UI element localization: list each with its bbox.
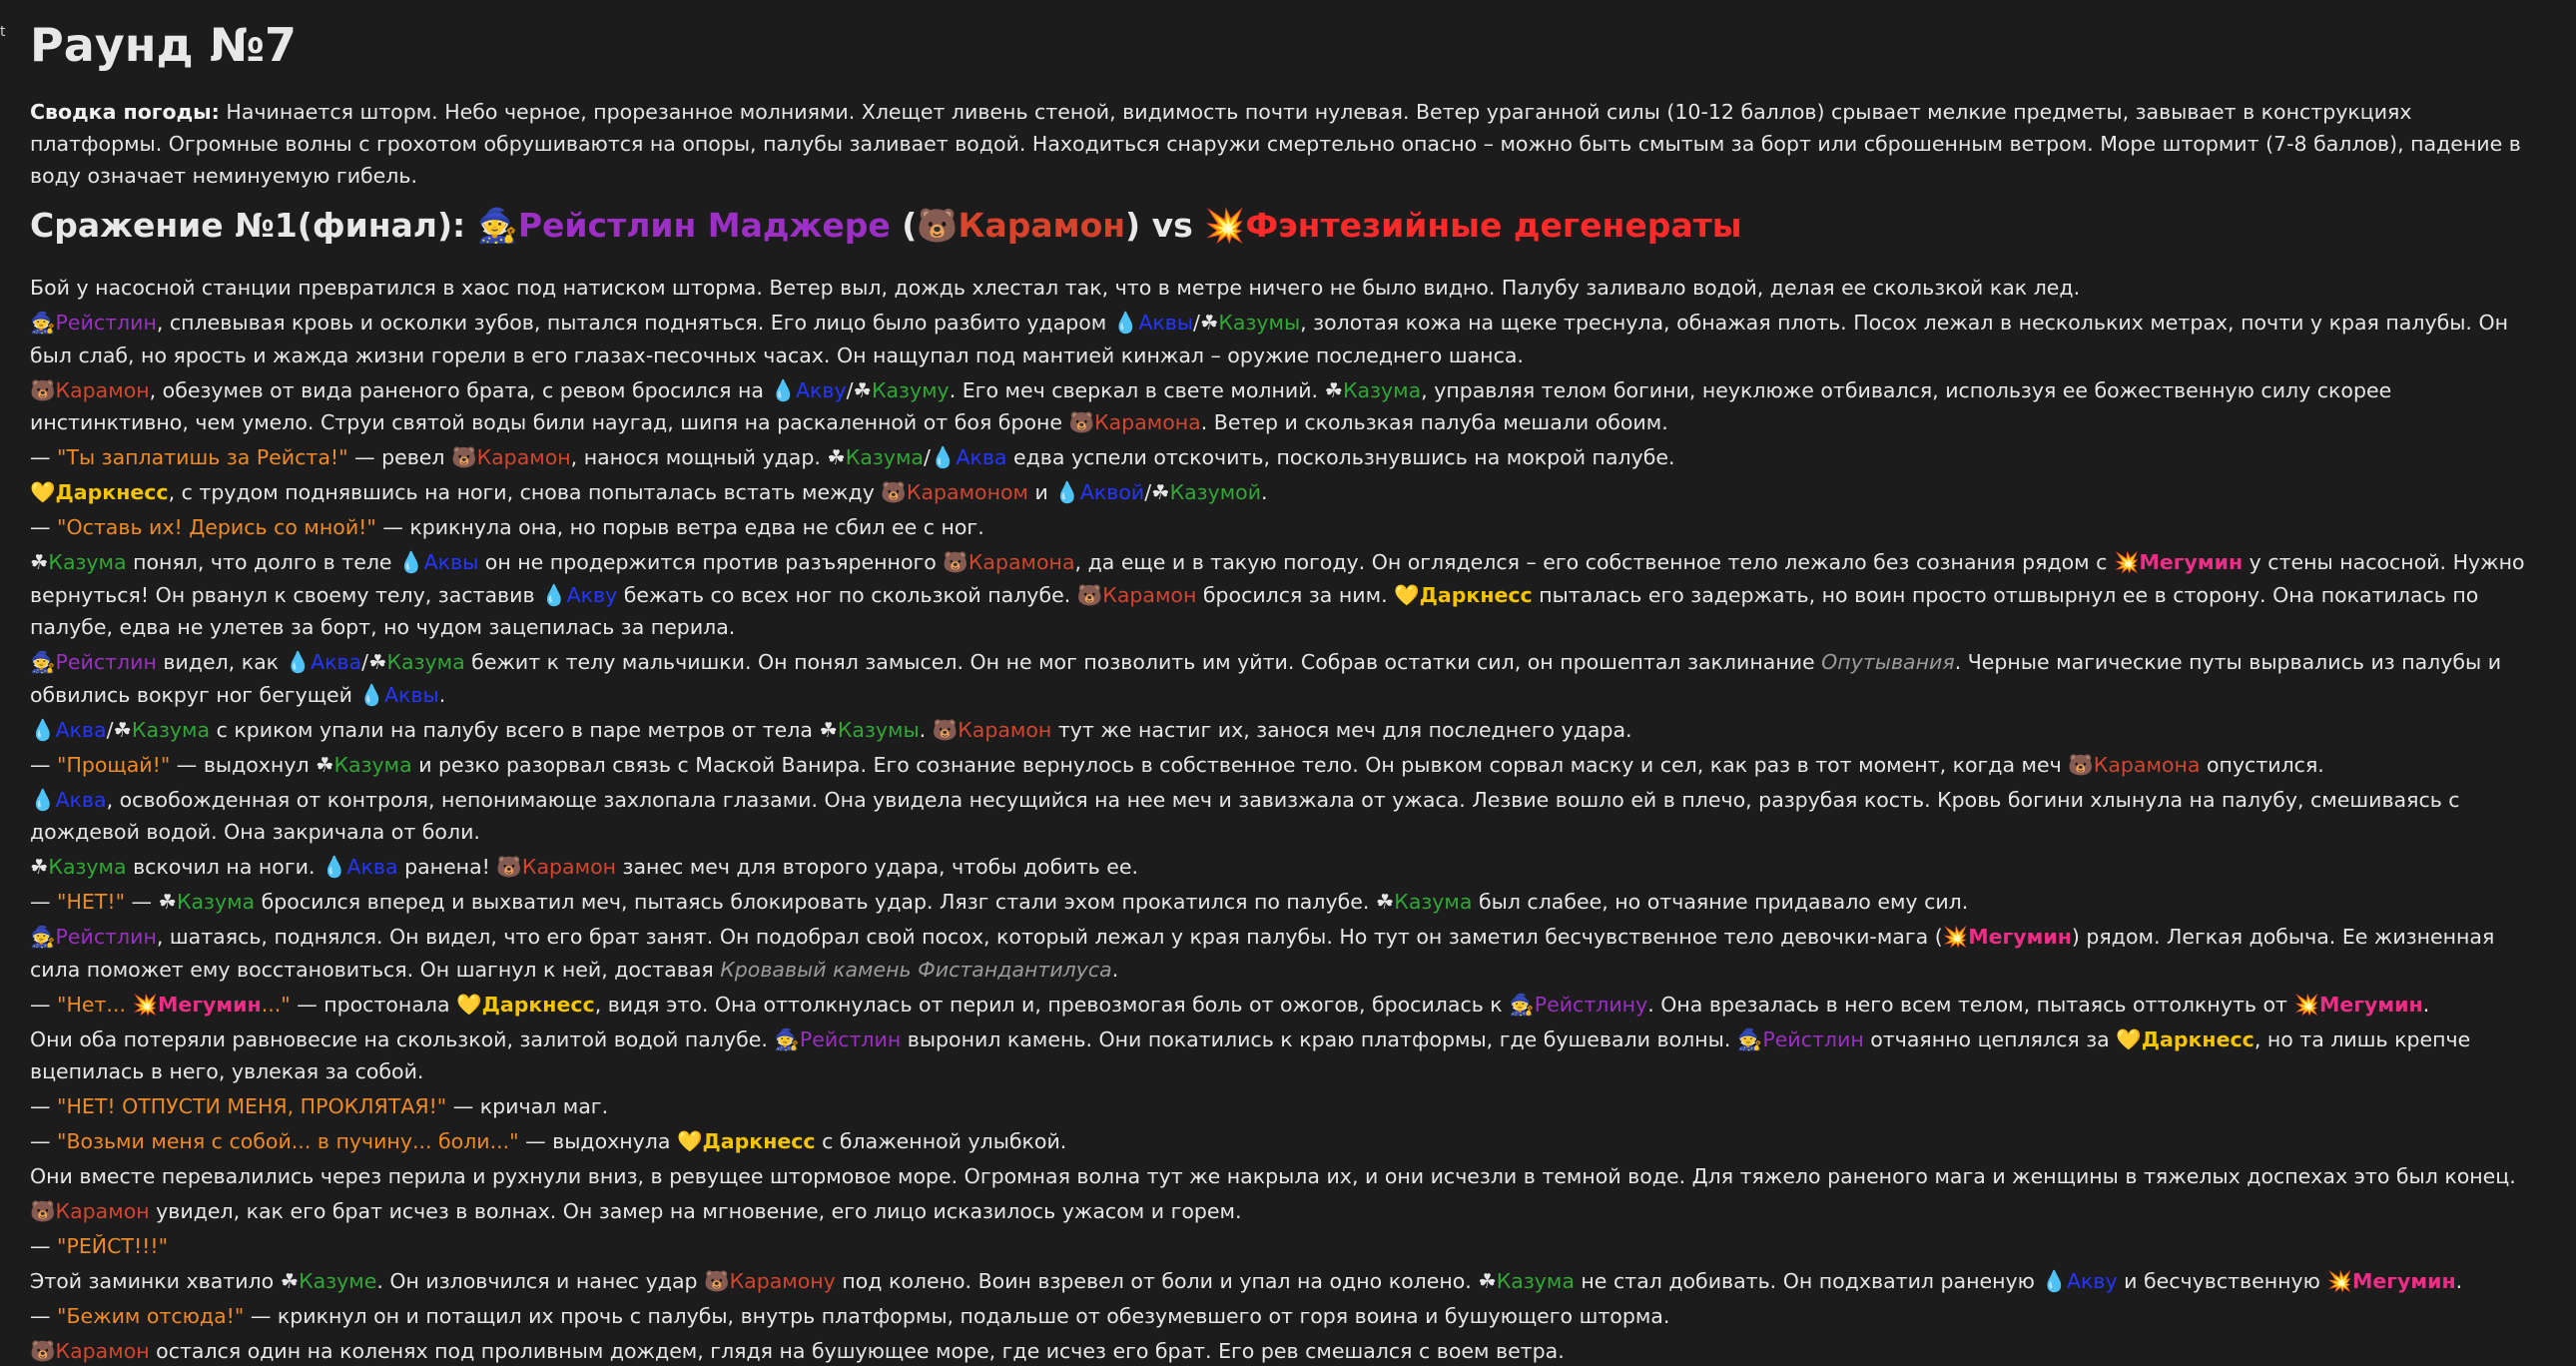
character-name-kazuma: Казума [386,650,465,674]
character-icon: 🐻 [932,717,959,742]
character-name-caramon: Карамона [1094,410,1201,434]
round-title: Раунд №7 [30,18,298,72]
character-icon: ☘ [1375,890,1395,914]
character-icon: ☘ [113,717,132,742]
text-segment: — кричал маг. [446,1094,609,1118]
character-icon: 🐻 [30,377,56,402]
text-segment: , шатаясь, поднялся. Он видел, что его брат занят. Он подобрал свой посох, который лежал у края палубы. Но тут он заметил бесчувственное тело девочки-мага ( [156,925,1943,949]
character-icon: 💛 [2116,1026,2142,1051]
character-icon: 💧 [541,582,567,607]
text-segment: , с трудом поднявшись на ноги, снова попыталась встать между [168,480,882,504]
character-name-kazuma: Казума [48,855,127,879]
character-icon: ☘ [1478,1269,1497,1293]
text-segment: / [1193,311,1200,335]
character-name-aqua: Аква [346,855,398,879]
text-segment: — выдохнул [170,752,317,777]
text-segment: Сражение №1(финал): [30,206,477,245]
character-name-raistlin: Рейстлин Маджере [517,206,891,245]
character-icon: 💥 [2113,550,2140,574]
story-paragraph [30,272,2546,305]
character-name-raistlin: Рейстлин [799,1026,902,1051]
character-name-megumin: Мегумин [2139,550,2244,574]
character-icon: 💥 [132,992,159,1017]
text-segment: и бесчувственную [2117,1269,2327,1293]
text-segment: — простонала [290,992,457,1017]
story-paragraph [30,1160,2546,1193]
character-name-raistlin: Рейстлину [1534,992,1648,1017]
text-segment: , но та лишь крепче вцепилась в него, увлекая за собой. [30,1026,2471,1083]
text-segment: видел, как [156,650,286,674]
text-segment: Они оба потеряли равновесие на скользкой, залитой водой палубе. [30,1026,775,1051]
character-icon: 💧 [1054,480,1080,504]
weather-label: Сводка погоды: [30,100,220,124]
character-name-caramon: Карамон [55,1199,150,1223]
character-name-aqua: Аквы [384,682,439,707]
character-icon: 💧 [1112,311,1139,335]
story-paragraph [30,851,2546,884]
story-paragraph [30,1024,2546,1088]
text-segment: ) vs [1125,206,1205,245]
character-name-kazuma: Казуме [299,1269,377,1293]
character-icon: 🧙 [30,925,56,949]
character-name-aqua: Аква [311,650,362,674]
character-name-darkness: Даркнесс [55,480,169,504]
character-icon: 🐻 [1068,410,1095,434]
text-segment: — выдохнула [518,1129,677,1153]
dialogue-quote: ..." [261,992,291,1017]
text-segment: , золотая кожа на щеке треснула, обнажая плоть. Посох лежал в нескольких метрах, почти у края палубы. Он был слаб, но ярость и жажда жизни горели в его глазах-песочных часах. Он нащупал под мантией кинжал – оружие последнего шанса. [30,311,2508,367]
text-segment: — [30,445,58,469]
text-segment: ( [890,206,918,245]
character-name-kazuma: Казумы [1218,311,1301,335]
text-segment: . [2455,1269,2463,1293]
text-segment: — [30,1234,58,1258]
story-paragraph [30,886,2546,919]
character-name-darkness: Даркнесс [1419,582,1533,607]
character-name-caramon: Карамону [729,1269,836,1293]
story-paragraph [30,784,2546,849]
character-name-aqua: Акву [566,582,618,607]
text-segment: пыталась его задержать, но воин просто отшвырнул ее в сторону. Она покатилась по палубе, едва не улетев за борт, но чудом зацепилась за перила. [30,582,2479,639]
character-icon: 💧 [285,650,312,674]
character-name-darkness: Даркнесс [702,1129,816,1153]
text-segment: бежать со всех ног по скользкой палубе. [617,582,1077,607]
character-icon: ☘ [853,377,872,402]
character-name-caramon: Карамон [55,377,150,402]
character-name-darkness: Даркнесс [481,992,595,1017]
text-segment: ) рядом. Легкая добыча. Ее жизненная сила поможет ему восстановиться. Он шагнул к ней, доставая [30,925,2495,982]
character-icon: 🐻 [2068,752,2094,777]
story-paragraph [30,1335,2546,1366]
dialogue-quote: "Оставь их! Дерись со мной!" [57,515,376,539]
character-name-caramon: Карамона [2093,752,2201,777]
character-icon: ☘ [30,855,49,879]
text-segment: ранена! [397,855,497,879]
character-name-aqua: Аквой [1079,480,1145,504]
text-segment: . [919,717,933,742]
text-segment: понял, что долго в теле [126,550,399,574]
text-segment: , освобожденная от контроля, непонимающе захлопала глазами. Она увидела несущийся на нее меч и завизжала от ужаса. Лезвие вошло ей в плечо, разрубая кость. Кровь богини хлынула на палубу, смешиваясь с дождевой водой. Она закричала от боли. [30,787,2460,844]
text-segment: Этой заминки хватило [30,1269,281,1293]
character-icon: ☘ [1151,480,1170,504]
text-segment: и резко разорвал связь с Маской Ванира. Его сознание вернулось в собственное тело. Он рывком сорвал маску и сел, как раз в тот момент, когда меч [411,752,2069,777]
text-segment: / [923,445,931,469]
text-segment: , да еще и в такую погоду. Он огляделся – его собственное тело лежало без сознания рядом с [1074,550,2114,574]
text-segment: под колено. Воин взревел от боли и упал на одно колено. [835,1269,1479,1293]
weather-summary [30,96,2546,192]
character-name-aqua: Аква [956,445,1007,469]
story-paragraph [30,1090,2546,1123]
text-segment: / [106,717,114,742]
text-segment: был слабее, но отчаяние придавало ему сил. [1472,890,1969,914]
weather-text: Начинается шторм. Небо черное, прорезанное молниями. Хлещет ливень стеной, видимость почти нулевая. Ветер ураганной силы (10-12 баллов) срывает мелкие предметы, завывает в конструкциях платформы. Огромные волны с грохотом обрушиваются на опоры, палубы заливает водой. Находиться снаружи смертельно опасно – можно быть смытым за борт или сброшенным ветром. Море штормит (7-8 баллов), падение в воду означает неминуемую гибель. [30,100,2521,188]
character-name-caramon: Карамон [476,445,571,469]
character-name-caramon: Карамон [958,717,1052,742]
character-icon: 🐻 [704,1269,730,1293]
character-icon: 💧 [398,550,424,574]
text-segment: , видя это. Она оттолкнулась от перил и, превозмогая боль от ожогов, бросилась к [594,992,1510,1017]
character-icon: 🐻 [496,855,522,879]
spell-name: Опутывания [1821,650,1955,674]
text-segment: — [30,515,58,539]
character-icon: 💥 [2326,1269,2352,1293]
character-icon: 🐻 [30,1339,56,1363]
character-name-caramon: Карамон [521,855,617,879]
character-icon: ☘ [827,445,846,469]
text-segment: он не продержится против разъяренного [478,550,944,574]
text-segment: . Он изловчился и нанес удар [376,1269,705,1293]
character-name-raistlin: Рейстлин [1762,1026,1864,1051]
character-name-aqua: Аква [55,787,107,812]
character-icon: 🐻 [881,480,907,504]
character-icon: 🐻 [1076,582,1103,607]
story-paragraph [30,441,2546,474]
character-icon: 🧙 [476,206,518,245]
character-icon: ☘ [819,717,838,742]
text-segment: бросился вперед и выхватил меч, пытаясь блокировать удар. Лязг стали эхом прокатился по палубе. [255,890,1376,914]
story-paragraph [30,1300,2546,1333]
story-paragraph [30,646,2546,711]
dialogue-quote: "РЕЙСТ!!!" [57,1234,169,1258]
text-segment: . [1261,480,1268,504]
character-icon: 💧 [930,445,957,469]
corner-mark: t [0,24,6,40]
character-name-caramon: Карамон [958,206,1126,245]
story-paragraph [30,1125,2546,1158]
character-name-raistlin: Рейстлин [55,925,157,949]
character-name-caramon: Карамона [967,550,1075,574]
team-name: Фэнтезийные дегенераты [1245,206,1742,245]
text-segment: . [438,682,446,707]
text-segment: выронил камень. Они покатились к краю платформы, где бушевали волны. [901,1026,1737,1051]
story-paragraph [30,374,2546,439]
story-paragraph [30,1195,2546,1228]
character-name-kazuma: Казума [176,890,256,914]
character-name-kazuma: Казума [1394,890,1473,914]
character-icon: 💛 [456,992,482,1017]
story-paragraph [30,511,2546,544]
character-name-aqua: Акву [2066,1269,2118,1293]
character-icon: 🐻 [943,550,968,574]
text-segment: , сплевывая кровь и осколки зубов, пытался подняться. Его лицо было разбито ударом [156,311,1113,335]
dialogue-quote: "НЕТ!" [57,890,125,914]
story-paragraph [30,1265,2546,1298]
character-icon: 💧 [30,787,56,812]
text-segment: Они вместе перевалились через перила и рухнули вниз, в ревущее штормовое море. Огромная волна тут же накрыла их, и они исчезли в темной воде. Для тяжело раненого мага и женщины в тяжелых доспехах это был конец. [30,1164,2516,1188]
battle-heading [30,202,2546,250]
text-segment: . Она врезалась в него всем телом, пытаясь оттолкнуть от [1647,992,2294,1017]
text-segment: опустился. [2200,752,2324,777]
text-segment: вскочил на ноги. [126,855,322,879]
text-segment: бросился за ним. [1196,582,1395,607]
text-segment: , обезумев от вида раненого брата, с ревом бросился на [149,377,771,402]
character-icon: 🧙 [1736,1026,1763,1051]
character-name-kazuma: Казума [48,550,127,574]
text-segment: увидел, как его брат исчез в волнах. Он замер на мгновение, его лицо исказилось ужасом и горем. [149,1199,1242,1223]
character-icon: 🐻 [30,1199,56,1223]
text-segment: — крикнула она, но порыв ветра едва не сбил ее с ног. [375,515,984,539]
character-name-kazuma: Казума [131,717,211,742]
story-paragraph [30,714,2546,747]
text-segment: и [1028,480,1055,504]
character-name-raistlin: Рейстлин [55,311,157,335]
character-icon: 💥 [1204,206,1246,245]
text-segment: — [30,752,58,777]
spell-name: Кровавый камень Фистандантилуса [720,957,1112,982]
character-icon: 💥 [1942,925,1969,949]
character-name-kazuma: Казуму [871,377,950,402]
dialogue-quote: "НЕТ! ОТПУСТИ МЕНЯ, ПРОКЛЯТАЯ!" [57,1094,447,1118]
text-segment: Бой у насосной станции превратился в хаос под натиском шторма. Ветер выл, дождь хлестал так, что в метре ничего не было видно. Палубу заливало водой, делая ее скользкой как лед. [30,276,2081,300]
text-segment: занес меч для второго удара, чтобы добить ее. [616,855,1138,879]
text-segment: / [1144,480,1152,504]
character-icon: ☘ [316,752,334,777]
text-segment: , нанося мощный удар. [570,445,828,469]
story-paragraph [30,307,2546,371]
text-segment: — [125,890,159,914]
character-name-raistlin: Рейстлин [55,650,157,674]
character-name-megumin: Мегумин [1968,925,2072,949]
character-icon: 💧 [30,717,56,742]
text-segment: едва успели отскочить, поскользнувшись на мокрой палубе. [1006,445,1675,469]
text-segment: . Его меч сверкал в свете молний. [949,377,1325,402]
text-segment: — крикнул он и потащил их прочь с палубы, внутрь платформы, подальше от обезумевшего от горя воина и бушующего шторма. [244,1304,1670,1328]
text-segment: бежит к телу мальчишки. Он понял замысел. Он не мог позволить им уйти. Собрав остатки сил, он прошептал заклинание [464,650,1822,674]
text-segment: . Черные магические путы вырвались из палубы и обвились вокруг ног бегущей [30,650,2502,707]
text-segment: . [2422,992,2430,1017]
character-icon: ☘ [1199,311,1219,335]
character-icon: 🧙 [1509,992,1535,1017]
text-segment: тут же настиг их, занося меч для последнего удара. [1051,717,1632,742]
text-segment: . [1111,957,1119,982]
text-segment: у стены насосной. Нужно вернуться! Он рванул к своему телу, заставив [30,550,2525,607]
text-segment: — [30,1304,58,1328]
character-icon: 💧 [770,377,796,402]
story-paragraph [30,1230,2546,1263]
story-paragraph [30,546,2546,644]
character-name-kazuma: Казума [333,752,412,777]
dialogue-quote: "Прощай!" [57,752,171,777]
dialogue-quote: "Нет... [57,992,133,1017]
text-segment: с криком упали на палубу всего в паре метров от тела [210,717,820,742]
character-icon: 🧙 [30,311,56,335]
character-icon: 💧 [321,855,347,879]
text-segment: — [30,992,58,1017]
character-icon: ☘ [280,1269,300,1293]
text-segment: отчаянно цеплялся за [1863,1026,2117,1051]
character-name-aqua: Аква [55,717,107,742]
character-icon: 💥 [2293,992,2320,1017]
text-segment: / [846,377,854,402]
text-segment: — ревел [347,445,452,469]
character-icon: 💛 [677,1129,703,1153]
character-name-aqua: Акву [796,377,847,402]
character-icon: 🧙 [30,650,56,674]
character-icon: 💧 [358,682,385,707]
text-segment: — [30,1129,58,1153]
text-segment: остался один на коленях под проливным дождем, глядя на бушующее море, где исчез его брат. Его рев смешался с воем ветра. [149,1339,1565,1363]
story-paragraph [30,921,2546,986]
character-name-caramon: Карамоном [906,480,1028,504]
story-paragraph [30,749,2546,782]
character-name-caramon: Карамон [55,1339,150,1363]
text-segment: , управляя телом богини, неуклюже отбивался, используя ее божественную силу скорее инстинктивно, чем умело. Струи святой воды били наугад, шипя на раскаленной от боя броне [30,377,2392,434]
character-name-megumin: Мегумин [158,992,262,1017]
character-icon: 💧 [2041,1269,2067,1293]
text-segment: с блаженной улыбкой. [815,1129,1067,1153]
character-icon: 🐻 [917,206,959,245]
dialogue-quote: "Возьми меня с собой... в пучину... боли..." [57,1129,519,1153]
dialogue-quote: "Ты заплатишь за Рейста!" [57,445,348,469]
character-icon: 💛 [1394,582,1420,607]
character-icon: 🧙 [774,1026,800,1051]
character-name-darkness: Даркнесс [2141,1026,2254,1051]
character-icon: ☘ [30,550,49,574]
character-name-aqua: Аквы [1138,311,1194,335]
character-name-kazuma: Казума [1342,377,1422,402]
battle-story [30,272,2546,1366]
story-paragraph [30,476,2546,509]
text-segment: — [30,890,58,914]
text-segment: / [361,650,369,674]
character-name-aqua: Аквы [423,550,479,574]
text-segment: — [30,1094,58,1118]
character-icon: ☘ [1324,377,1343,402]
character-icon: 💛 [30,480,56,504]
character-name-kazuma: Казумой [1169,480,1262,504]
character-name-kazuma: Казумы [837,717,920,742]
character-name-kazuma: Казума [845,445,924,469]
text-segment: не стал добивать. Он подхватил раненую [1574,1269,2042,1293]
character-name-caramon: Карамон [1102,582,1197,607]
character-name-kazuma: Казума [1496,1269,1575,1293]
dialogue-quote: "Бежим отсюда!" [57,1304,245,1328]
character-icon: 🐻 [451,445,477,469]
character-icon: ☘ [368,650,387,674]
text-segment: . Ветер и скользкая палуба мешали обоим. [1200,410,1668,434]
story-paragraph [30,989,2546,1022]
character-icon: ☘ [158,890,177,914]
character-name-megumin: Мегумин [2319,992,2423,1017]
character-name-megumin: Мегумин [2351,1269,2456,1293]
